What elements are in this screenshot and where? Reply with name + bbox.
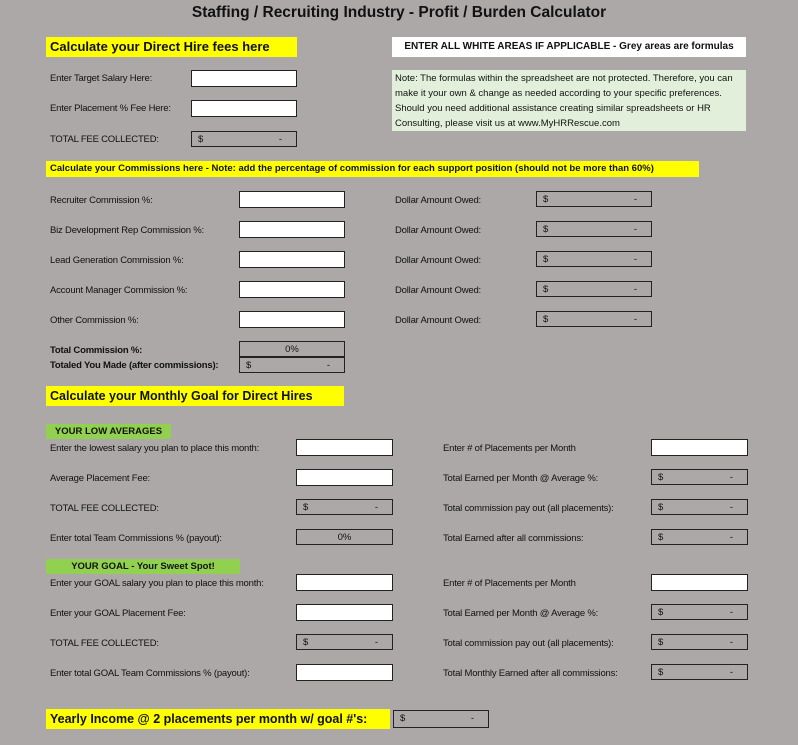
commission-input[interactable] bbox=[239, 251, 345, 268]
currency: $ bbox=[543, 314, 549, 325]
value: - bbox=[729, 532, 733, 543]
commissions-header: Calculate your Commissions here - Note: add the percentage of commission for each support position (should not be more than 60%) bbox=[46, 161, 699, 177]
currency: $ bbox=[543, 224, 549, 235]
dollar-owed-label: Dollar Amount Owed: bbox=[395, 195, 481, 206]
low-left-label: Average Placement Fee: bbox=[50, 473, 150, 484]
currency: $ bbox=[658, 532, 664, 543]
goal-left-label: Enter your GOAL Placement Fee: bbox=[50, 608, 186, 619]
goal-left-input[interactable] bbox=[296, 604, 393, 621]
value: 0% bbox=[285, 344, 299, 355]
commission-input[interactable] bbox=[239, 191, 345, 208]
low-placements-input[interactable] bbox=[651, 439, 748, 456]
goal-left-label: TOTAL FEE COLLECTED: bbox=[50, 638, 159, 649]
total-made-label: Totaled You Made (after commissions): bbox=[50, 360, 219, 371]
commission-input[interactable] bbox=[239, 221, 345, 238]
target-salary-label: Enter Target Salary Here: bbox=[50, 73, 153, 84]
value: - bbox=[633, 254, 637, 265]
placement-fee-input[interactable] bbox=[191, 100, 297, 117]
currency: $ bbox=[303, 637, 309, 648]
value: - bbox=[633, 314, 637, 325]
goal-right-label: Total Monthly Earned after all commissions: bbox=[443, 668, 618, 679]
currency: $ bbox=[658, 502, 664, 513]
value: - bbox=[729, 607, 733, 618]
goal-team-pct-input[interactable] bbox=[296, 664, 393, 681]
value: - bbox=[729, 502, 733, 513]
goal-right-output bbox=[651, 604, 748, 620]
monthly-goal-header: Calculate your Monthly Goal for Direct Hires bbox=[46, 386, 344, 406]
value: - bbox=[729, 637, 733, 648]
value: - bbox=[729, 472, 733, 483]
commission-input[interactable] bbox=[239, 281, 345, 298]
total-made-output bbox=[239, 357, 345, 373]
yearly-income-label: Yearly Income @ 2 placements per month w/ goal #'s: bbox=[46, 709, 390, 729]
dollar-owed-label: Dollar Amount Owed: bbox=[395, 285, 481, 296]
low-left-input[interactable] bbox=[296, 469, 393, 486]
low-team-pct-output bbox=[296, 529, 393, 545]
goal-badge: YOUR GOAL - Your Sweet Spot! bbox=[46, 559, 240, 574]
value: - bbox=[633, 284, 637, 295]
low-right-label: Total Earned after all commissions: bbox=[443, 533, 584, 544]
low-left-label: Enter total Team Commissions % (payout): bbox=[50, 533, 222, 544]
goal-total-fee-output bbox=[296, 634, 393, 650]
currency: $ bbox=[400, 713, 406, 724]
low-left-label: Enter the lowest salary you plan to place this month: bbox=[50, 443, 260, 454]
currency: $ bbox=[658, 472, 664, 483]
currency: $ bbox=[246, 360, 252, 371]
value: - bbox=[278, 134, 282, 145]
currency: $ bbox=[658, 607, 664, 618]
goal-right-label: Total Earned per Month @ Average %: bbox=[443, 608, 599, 619]
commission-label: Other Commission %: bbox=[50, 315, 139, 326]
placement-fee-label: Enter Placement % Fee Here: bbox=[50, 103, 171, 114]
goal-left-input[interactable] bbox=[296, 574, 393, 591]
value: - bbox=[326, 360, 330, 371]
currency: $ bbox=[658, 637, 664, 648]
dollar-owed-label: Dollar Amount Owed: bbox=[395, 255, 481, 266]
target-salary-input[interactable] bbox=[191, 70, 297, 87]
value: - bbox=[633, 224, 637, 235]
total-commission-output bbox=[239, 341, 345, 357]
total-fee-output bbox=[191, 131, 297, 147]
value: - bbox=[374, 637, 378, 648]
goal-right-label: Enter # of Placements per Month bbox=[443, 578, 576, 589]
currency: $ bbox=[303, 502, 309, 513]
goal-left-label: Enter total GOAL Team Commissions % (payout): bbox=[50, 668, 250, 679]
dollar-owed-output bbox=[536, 251, 652, 267]
dollar-owed-output bbox=[536, 311, 652, 327]
commission-label: Lead Generation Commission %: bbox=[50, 255, 184, 266]
low-left-input[interactable] bbox=[296, 439, 393, 456]
page-title: Staffing / Recruiting Industry - Profit / Burden Calculator bbox=[191, 4, 607, 21]
commission-label: Recruiter Commission %: bbox=[50, 195, 153, 206]
low-right-label: Total commission pay out (all placements): bbox=[443, 503, 614, 514]
low-right-label: Enter # of Placements per Month bbox=[443, 443, 576, 454]
currency: $ bbox=[543, 254, 549, 265]
total-commission-label: Total Commission %: bbox=[50, 345, 143, 356]
goal-right-output bbox=[651, 664, 748, 680]
goal-placements-input[interactable] bbox=[651, 574, 748, 591]
low-right-output bbox=[651, 469, 748, 485]
value: - bbox=[470, 713, 474, 724]
dollar-owed-label: Dollar Amount Owed: bbox=[395, 315, 481, 326]
value: 0% bbox=[337, 532, 352, 543]
currency: $ bbox=[658, 667, 664, 678]
value: - bbox=[729, 667, 733, 678]
low-averages-badge: YOUR LOW AVERAGES bbox=[46, 424, 171, 439]
note-box: Note: The formulas within the spreadsheet are not protected. Therefore, you can make it your own & change as needed according to your specific preferences. Should you need additional assistance creating similar spreadsheets or HR Consulting, please visit us at www.MyHRRescue.com bbox=[392, 70, 746, 131]
currency: $ bbox=[543, 284, 549, 295]
instruction-banner: ENTER ALL WHITE AREAS IF APPLICABLE - Grey areas are formulas bbox=[392, 37, 746, 57]
low-right-output bbox=[651, 499, 748, 515]
low-total-fee-output bbox=[296, 499, 393, 515]
commission-input[interactable] bbox=[239, 311, 345, 328]
commission-label: Account Manager Commission %: bbox=[50, 285, 188, 296]
value: - bbox=[633, 194, 637, 205]
low-left-label: TOTAL FEE COLLECTED: bbox=[50, 503, 159, 514]
currency: $ bbox=[543, 194, 549, 205]
dollar-owed-output bbox=[536, 281, 652, 297]
dollar-owed-label: Dollar Amount Owed: bbox=[395, 225, 481, 236]
currency: $ bbox=[198, 134, 204, 145]
value: - bbox=[374, 502, 378, 513]
goal-left-label: Enter your GOAL salary you plan to place this month: bbox=[50, 578, 264, 589]
yearly-income-output bbox=[393, 710, 489, 728]
total-fee-label: TOTAL FEE COLLECTED: bbox=[50, 134, 159, 145]
dollar-owed-output bbox=[536, 191, 652, 207]
low-right-output bbox=[651, 529, 748, 545]
goal-right-label: Total commission pay out (all placements): bbox=[443, 638, 614, 649]
commission-label: Biz Development Rep Commission %: bbox=[50, 225, 204, 236]
goal-right-output bbox=[651, 634, 748, 650]
low-right-label: Total Earned per Month @ Average %: bbox=[443, 473, 599, 484]
direct-hire-header: Calculate your Direct Hire fees here bbox=[46, 37, 297, 57]
dollar-owed-output bbox=[536, 221, 652, 237]
